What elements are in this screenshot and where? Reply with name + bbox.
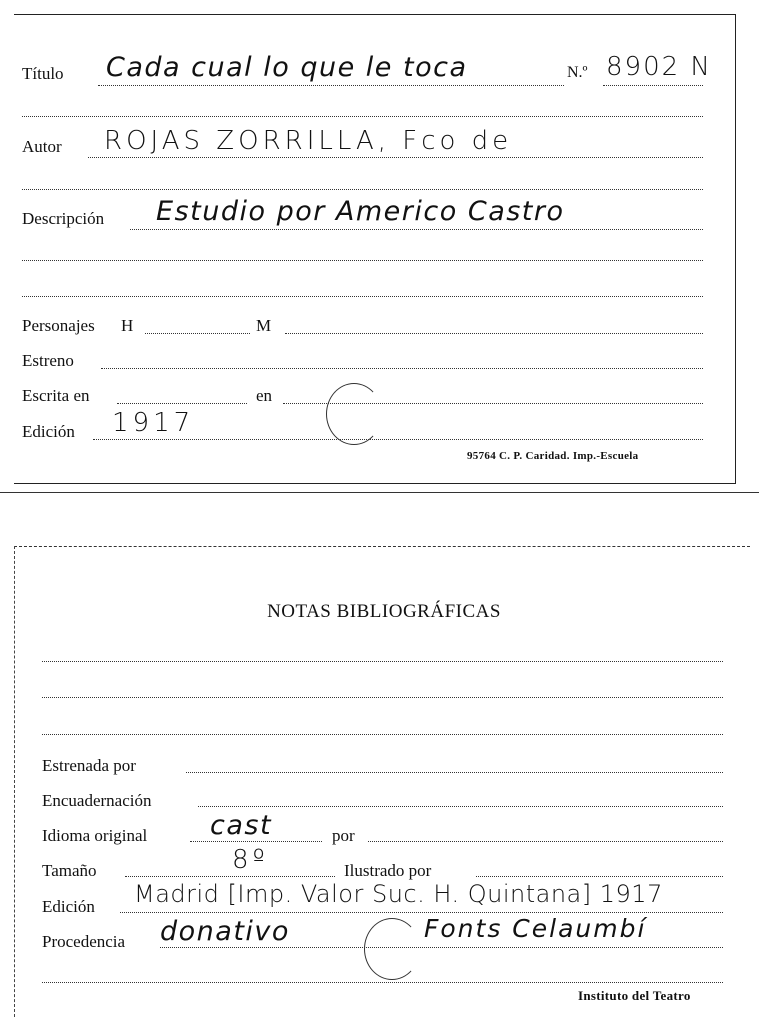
personajes-m-line xyxy=(285,333,703,334)
titulo-value: Cada cual lo que le toca xyxy=(106,52,468,83)
titulo-line-2 xyxy=(22,116,703,117)
autor-value: ROJAS ZORRILLA, Fco de xyxy=(104,126,513,156)
ilustrado-line xyxy=(476,876,723,877)
escrita-line xyxy=(117,403,247,404)
descripcion-label: Descripción xyxy=(22,209,105,228)
procedencia-value: donativo xyxy=(160,916,290,947)
estrenada-label: Estrenada por xyxy=(42,756,136,775)
titulo-line xyxy=(98,85,564,86)
estreno-line xyxy=(101,368,703,369)
edicion-back-label: Edición xyxy=(42,897,95,916)
printer-imprint: 95764 C. P. Caridad. Imp.-Escuela xyxy=(467,450,639,462)
numero-value: 8902 N xyxy=(606,52,712,82)
edicion-value: 1917 xyxy=(112,408,195,438)
idioma-line xyxy=(190,841,322,842)
tamano-label: Tamaño xyxy=(42,861,97,880)
card-separator-line xyxy=(0,492,759,493)
encuadernacion-label: Encuadernación xyxy=(42,791,152,810)
idioma-label: Idioma original xyxy=(42,826,148,845)
edicion-label: Edición xyxy=(22,422,75,441)
personajes-h-line xyxy=(145,333,250,334)
notas-line-2 xyxy=(42,697,723,698)
escrita-en-label: en xyxy=(256,386,273,405)
notas-title: NOTAS BIBLIOGRÁFICAS xyxy=(267,601,501,622)
autor-line-2 xyxy=(22,189,703,190)
descripcion-line-3 xyxy=(22,296,703,297)
estreno-label: Estreno xyxy=(22,351,74,370)
ilustrado-label: Ilustrado por xyxy=(344,861,432,880)
punch-hole-mark-back xyxy=(364,918,420,980)
idioma-value: cast xyxy=(210,810,273,841)
autor-line xyxy=(88,157,703,158)
procedencia-line xyxy=(160,947,723,948)
procedencia-label: Procedencia xyxy=(42,932,126,951)
tamano-value: 8º xyxy=(232,845,269,875)
descripcion-line-2 xyxy=(22,260,703,261)
numero-label: N.º xyxy=(567,64,588,81)
personajes-m-label: M xyxy=(256,316,272,335)
titulo-label: Título xyxy=(22,64,64,83)
notas-line-3 xyxy=(42,734,723,735)
encuadernacion-line xyxy=(198,806,723,807)
notas-line-1 xyxy=(42,661,723,662)
librarian-signature: Fonts Celaumbí xyxy=(424,914,647,943)
punch-hole-mark xyxy=(326,383,382,445)
procedencia-line-2 xyxy=(42,982,723,983)
estrenada-line xyxy=(186,772,723,773)
autor-label: Autor xyxy=(22,137,62,156)
personajes-h-label: H xyxy=(121,316,134,335)
institution-imprint: Instituto del Teatro xyxy=(578,988,691,1003)
tamano-line xyxy=(125,876,335,877)
numero-line xyxy=(603,85,703,86)
idioma-por-label: por xyxy=(332,826,355,845)
descripcion-line xyxy=(130,229,703,230)
edicion-back-line xyxy=(120,912,723,913)
personajes-label: Personajes xyxy=(22,316,95,335)
descripcion-value: Estudio por Americo Castro xyxy=(156,196,565,227)
escrita-label: Escrita en xyxy=(22,386,90,405)
edicion-back-value: Madrid [Imp. Valor Suc. H. Quintana] 1917 xyxy=(134,880,663,908)
edicion-line xyxy=(93,439,703,440)
idioma-por-line xyxy=(368,841,723,842)
